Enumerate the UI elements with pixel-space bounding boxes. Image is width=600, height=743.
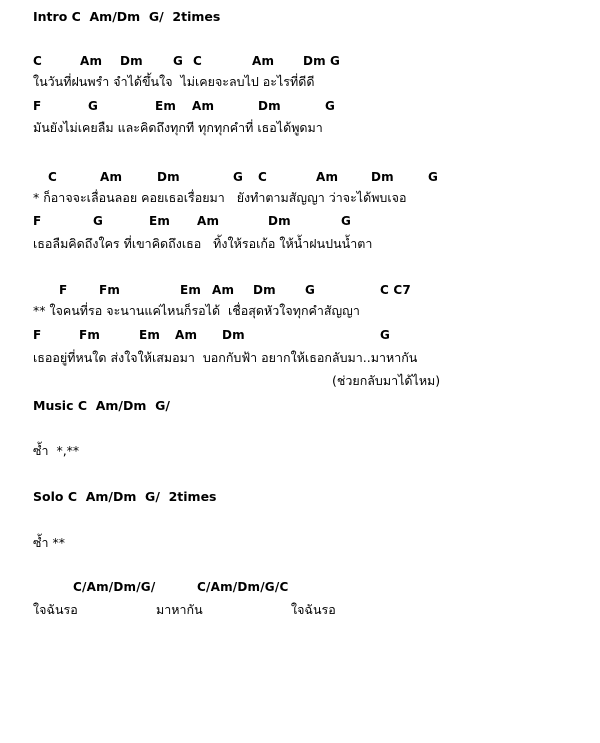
chord: Dm [222,328,245,342]
chord: Dm [120,54,143,68]
chord: Dm [371,170,394,184]
chord-progression: C/Am/Dm/G/C [197,580,289,594]
lyric-line: เธออยู่ที่หนใด ส่งใจให้เสมอมา บอกกับฟ้า อยากให้เธอกลับมา..มาหากัน [33,350,418,365]
chord: F [33,328,42,342]
intro-line: Intro C Am/Dm G/ 2times [33,9,221,24]
chord: Dm [303,54,326,68]
chord: Am [80,54,103,68]
lyric-line: ในวันที่ฝนพรำ จำได้ขึ้นใจ ไม่เคยจะลบไป อะไรที่ดีดี [33,74,315,89]
chord: Am [252,54,275,68]
chord: F [33,99,42,113]
chord: G [380,328,391,342]
chord: G [233,170,244,184]
repeat-instruction: ซ้ำ ** [33,535,65,550]
chord: Am [197,214,220,228]
lyric-word: ใจฉันรอ [291,602,336,617]
chord: Dm [157,170,180,184]
chord: Fm [79,328,101,342]
solo-line: Solo C Am/Dm G/ 2times [33,489,217,504]
chord: Em [155,99,177,113]
chord: C [193,54,203,68]
lyric-word: มาหากัน [156,602,203,617]
lyric-line: * ก็อาจจะเลื่อนลอย คอยเธอเรื่อยมา ยังทำตามสัญญา ว่าจะได้พบเจอ [33,190,407,205]
chord: Em [180,283,202,297]
chord: G [173,54,184,68]
chord: Am [192,99,215,113]
chord: Am [100,170,123,184]
chord: Am [212,283,235,297]
chord: Dm [268,214,291,228]
chord: Em [139,328,161,342]
lyric-line: มันยังไม่เคยลืม และคิดถึงทุกที ทุกทุกคำที่ เธอได้พูดมา [33,120,323,135]
lyric-line: ** ใจคนที่รอ จะนานแค่ไหนก็รอได้ เชื่อสุดหัวใจทุกคำสัญญา [33,303,360,318]
chord: Dm [258,99,281,113]
chord: Em [149,214,171,228]
chord: Fm [99,283,121,297]
chord: C [258,170,268,184]
chord-progression: C/Am/Dm/G/ [73,580,156,594]
chord: G [325,99,336,113]
chord: C [48,170,58,184]
chord: C [33,54,43,68]
lyric-note: (ช่วยกลับมาได้ไหม) [332,373,441,388]
repeat-instruction: ซ้ำ *,** [33,443,80,458]
music-line: Music C Am/Dm G/ [33,398,170,413]
chord: C C7 [380,283,411,297]
chord: G [330,54,341,68]
chord: F [59,283,68,297]
chord: G [428,170,439,184]
chord: Am [316,170,339,184]
chord: G [88,99,99,113]
chord: G [341,214,352,228]
chord: G [93,214,104,228]
chord: F [33,214,42,228]
chord: G [305,283,316,297]
chord: Am [175,328,198,342]
chord: Dm [253,283,276,297]
lyric-word: ใจฉันรอ [33,602,78,617]
lyric-line: เธอลืมคิดถึงใคร ที่เขาคิดถึงเธอ ทิ้งให้รอเก้อ ให้น้ำฝนปนน้ำตา [33,236,373,251]
